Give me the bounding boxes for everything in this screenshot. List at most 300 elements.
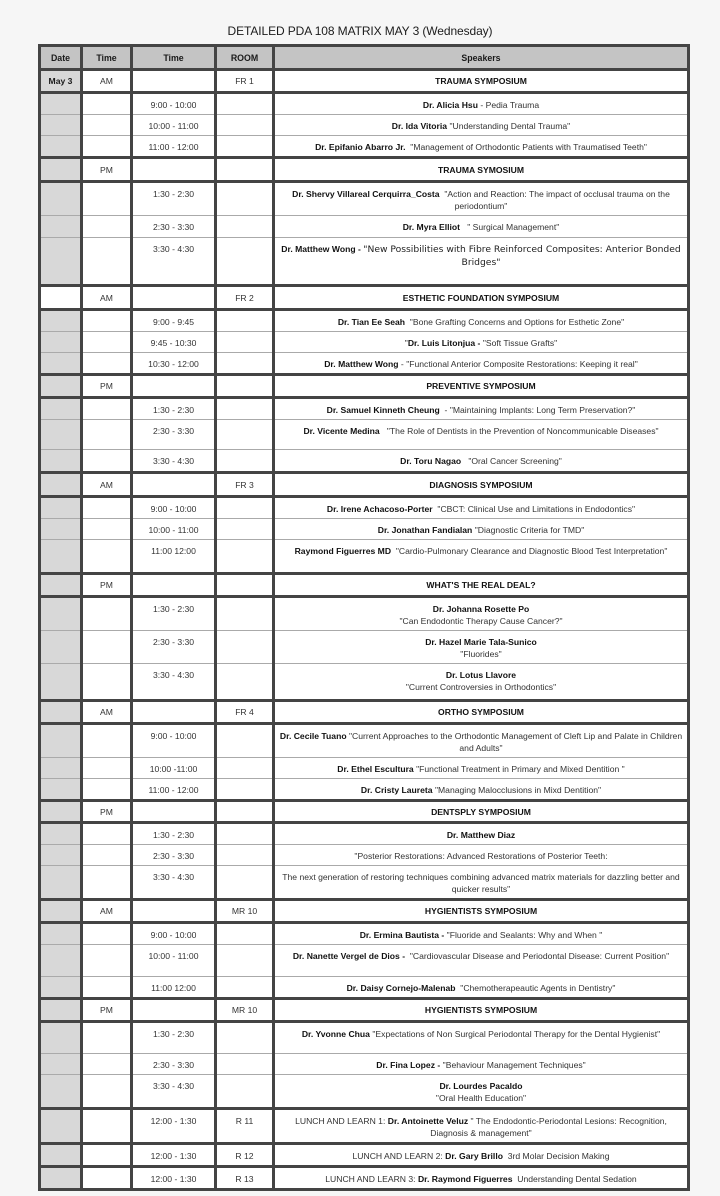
time-cell: 9:00 - 10:00 bbox=[132, 497, 216, 519]
talk-topic: "Current Controversies in Orthodontics" bbox=[405, 682, 557, 692]
room-cell bbox=[216, 758, 274, 779]
period-cell: AM bbox=[82, 701, 132, 724]
room-cell bbox=[216, 353, 274, 375]
session-row bbox=[40, 1022, 689, 1054]
time-cell: 3:30 - 4:30 bbox=[132, 1075, 216, 1109]
symposium-title: WHAT'S THE REAL DEAL? bbox=[274, 574, 689, 597]
speaker-cell bbox=[274, 216, 689, 238]
date-cell bbox=[40, 1054, 82, 1075]
speaker-cell bbox=[274, 353, 689, 375]
symposium-title: DENTSPLY SYMPOSIUM bbox=[274, 801, 689, 823]
session-row bbox=[40, 779, 689, 801]
period-cell bbox=[82, 93, 132, 115]
period-cell: PM bbox=[82, 158, 132, 182]
time-cell bbox=[132, 473, 216, 497]
period-cell: PM bbox=[82, 574, 132, 597]
talk-topic: "CBCT: Clinical Use and Limitations in Endodontics" bbox=[437, 504, 636, 514]
time-cell bbox=[132, 999, 216, 1022]
speaker-cell bbox=[274, 540, 689, 574]
time-cell bbox=[132, 375, 216, 398]
time-cell: 11:00 - 12:00 bbox=[132, 136, 216, 158]
date-cell bbox=[40, 158, 82, 182]
period-cell bbox=[82, 353, 132, 375]
room-cell bbox=[216, 597, 274, 631]
session-row bbox=[40, 845, 689, 866]
date-cell bbox=[40, 977, 82, 999]
time-cell: 11:00 - 12:00 bbox=[132, 779, 216, 801]
speaker-cell bbox=[274, 398, 689, 420]
time-cell: 10:00 - 11:00 bbox=[132, 945, 216, 977]
speaker-name: Dr. Cecile Tuano bbox=[279, 731, 347, 741]
talk-topic: "Oral Cancer Screening" bbox=[468, 456, 562, 466]
session-row bbox=[40, 1054, 689, 1075]
talk-topic: " Surgical Management" bbox=[467, 222, 560, 232]
session-row bbox=[40, 758, 689, 779]
period-cell bbox=[82, 310, 132, 332]
time-cell bbox=[132, 801, 216, 823]
room-cell bbox=[216, 158, 274, 182]
date-cell bbox=[40, 497, 82, 519]
session-row bbox=[40, 398, 689, 420]
symposium-title: DIAGNOSIS SYMPOSIUM bbox=[274, 473, 689, 497]
period-cell bbox=[82, 1054, 132, 1075]
period-cell bbox=[82, 497, 132, 519]
talk-topic: "Functional Treatment in Primary and Mixed Dentition " bbox=[416, 764, 625, 774]
date-cell bbox=[40, 923, 82, 945]
speaker-name: Dr. Irene Achacoso-Porter bbox=[326, 504, 433, 514]
speaker-cell bbox=[274, 823, 689, 845]
period-cell bbox=[82, 332, 132, 353]
speaker-name: Dr. Matthew Diaz bbox=[446, 830, 516, 840]
speaker-cell bbox=[274, 664, 689, 701]
session-row bbox=[40, 450, 689, 473]
speaker-name: Dr. Gary Brillo bbox=[445, 1151, 503, 1161]
period-cell bbox=[82, 540, 132, 574]
room-cell: FR 3 bbox=[216, 473, 274, 497]
period-cell bbox=[82, 631, 132, 664]
date-cell bbox=[40, 574, 82, 597]
room-cell bbox=[216, 845, 274, 866]
speaker-cell bbox=[274, 182, 689, 216]
room-cell bbox=[216, 375, 274, 398]
time-cell bbox=[132, 70, 216, 93]
speaker-name: Dr. Tian Ee Seah bbox=[337, 317, 406, 327]
session-row bbox=[40, 182, 689, 216]
time-cell bbox=[132, 900, 216, 923]
date-cell bbox=[40, 1144, 82, 1167]
time-cell: 1:30 - 2:30 bbox=[132, 1022, 216, 1054]
speaker-cell bbox=[274, 1022, 689, 1054]
room-cell bbox=[216, 574, 274, 597]
quote-prefix: " bbox=[404, 338, 408, 348]
session-row bbox=[40, 310, 689, 332]
room-cell bbox=[216, 866, 274, 900]
room-cell bbox=[216, 540, 274, 574]
period-cell bbox=[82, 420, 132, 450]
date-cell bbox=[40, 398, 82, 420]
period-cell bbox=[82, 1022, 132, 1054]
talk-topic: "Action and Reaction: The impact of occlusal trauma on the periodontium" bbox=[444, 189, 670, 211]
date-label: May 3 bbox=[48, 76, 73, 86]
time-cell bbox=[132, 574, 216, 597]
speaker-cell bbox=[274, 724, 689, 758]
period-cell bbox=[82, 238, 132, 286]
lunch-speaker-cell bbox=[274, 1144, 689, 1167]
speaker-cell bbox=[274, 136, 689, 158]
period-cell bbox=[82, 1167, 132, 1190]
date-cell bbox=[40, 310, 82, 332]
talk-topic: " The Endodontic-Periodontal Lesions: Recognition, Diagnosis & management" bbox=[430, 1116, 670, 1138]
session-row bbox=[40, 866, 689, 900]
session-row bbox=[40, 540, 689, 574]
section-row bbox=[40, 70, 689, 93]
room-cell bbox=[216, 1022, 274, 1054]
talk-topic: "Understanding Dental Trauma" bbox=[449, 121, 571, 131]
section-row bbox=[40, 158, 689, 182]
speaker-name: Dr. Nanette Vergel de Dios - bbox=[292, 951, 406, 961]
talk-topic: "Chemotherapeautic Agents in Dentistry" bbox=[460, 983, 616, 993]
time-cell: 2:30 - 3:30 bbox=[132, 631, 216, 664]
room-cell bbox=[216, 664, 274, 701]
period-cell bbox=[82, 823, 132, 845]
symposium-title: PREVENTIVE SYMPOSIUM bbox=[274, 375, 689, 398]
time-cell: 9:45 - 10:30 bbox=[132, 332, 216, 353]
date-cell bbox=[40, 631, 82, 664]
room-cell bbox=[216, 631, 274, 664]
period-cell bbox=[82, 519, 132, 540]
room-cell bbox=[216, 724, 274, 758]
date-cell bbox=[40, 779, 82, 801]
room-cell: R 11 bbox=[216, 1109, 274, 1144]
session-row bbox=[40, 238, 689, 286]
symposium-title: HYGIENTISTS SYMPOSIUM bbox=[274, 900, 689, 923]
header-room: ROOM bbox=[216, 46, 274, 70]
talk-topic: "New Possibilities with Fibre Reinforced Composites: Anterior Bonded Bridges" bbox=[363, 244, 681, 268]
section-row bbox=[40, 375, 689, 398]
room-cell bbox=[216, 398, 274, 420]
date-cell bbox=[40, 353, 82, 375]
header-time: Time bbox=[132, 46, 216, 70]
date-cell bbox=[40, 1022, 82, 1054]
symposium-title: ESTHETIC FOUNDATION SYMPOSIUM bbox=[274, 286, 689, 310]
speaker-cell bbox=[274, 845, 689, 866]
talk-topic: "Functional Anterior Composite Restorations: Keeping it real" bbox=[406, 359, 638, 369]
time-cell: 9:00 - 10:00 bbox=[132, 93, 216, 115]
symposium-title: HYGIENTISTS SYMPOSIUM bbox=[274, 999, 689, 1022]
date-cell bbox=[40, 1167, 82, 1190]
date-cell bbox=[40, 801, 82, 823]
time-cell: 2:30 - 3:30 bbox=[132, 1054, 216, 1075]
section-row bbox=[40, 999, 689, 1022]
header-row bbox=[40, 46, 689, 70]
separator: - bbox=[477, 100, 486, 110]
date-cell bbox=[40, 597, 82, 631]
room-cell bbox=[216, 923, 274, 945]
date-cell bbox=[40, 1075, 82, 1109]
talk-topic: "Maintaining Implants: Long Term Preservation?" bbox=[449, 405, 636, 415]
schedule-body bbox=[40, 70, 689, 1190]
period-cell bbox=[82, 845, 132, 866]
period-cell bbox=[82, 923, 132, 945]
talk-topic: "Cardio-Pulmonary Clearance and Diagnostic Blood Test Interpretation" bbox=[395, 546, 668, 556]
time-cell: 10:00 - 11:00 bbox=[132, 115, 216, 136]
time-cell: 11:00 12:00 bbox=[132, 977, 216, 999]
section-row bbox=[40, 473, 689, 497]
talk-topic: "The Role of Dentists in the Prevention of Noncommunicable Diseases" bbox=[386, 426, 659, 436]
talk-topic: "Expectations of Non Surgical Periodontal Therapy for the Dental Hygienist" bbox=[372, 1029, 661, 1039]
period-cell bbox=[82, 450, 132, 473]
period-cell bbox=[82, 216, 132, 238]
speaker-name: Dr. Ida Vitoria bbox=[391, 121, 448, 131]
section-row bbox=[40, 286, 689, 310]
time-cell: 1:30 - 2:30 bbox=[132, 597, 216, 631]
lunch-label: LUNCH AND LEARN 1: bbox=[295, 1116, 388, 1126]
date-cell bbox=[40, 1109, 82, 1144]
date-cell bbox=[40, 519, 82, 540]
date-cell bbox=[40, 758, 82, 779]
room-cell bbox=[216, 93, 274, 115]
schedule-table bbox=[38, 44, 690, 1191]
period-cell bbox=[82, 945, 132, 977]
lunch-row bbox=[40, 1167, 689, 1190]
date-cell bbox=[40, 724, 82, 758]
date-cell bbox=[40, 845, 82, 866]
speaker-cell bbox=[274, 977, 689, 999]
date-cell bbox=[40, 473, 82, 497]
period-cell bbox=[82, 977, 132, 999]
time-cell: 1:30 - 2:30 bbox=[132, 398, 216, 420]
session-row bbox=[40, 945, 689, 977]
room-cell bbox=[216, 310, 274, 332]
room-cell bbox=[216, 519, 274, 540]
time-cell: 10:00 -11:00 bbox=[132, 758, 216, 779]
time-cell: 1:30 - 2:30 bbox=[132, 823, 216, 845]
speaker-name: Dr. Lourdes Pacaldo bbox=[439, 1081, 523, 1091]
speaker-name: Dr. Antoinette Veluz bbox=[387, 1116, 469, 1126]
period-cell: AM bbox=[82, 473, 132, 497]
time-cell: 10:00 - 11:00 bbox=[132, 519, 216, 540]
lunch-speaker-cell bbox=[274, 1109, 689, 1144]
room-cell: FR 2 bbox=[216, 286, 274, 310]
symposium-title: ORTHO SYMPOSIUM bbox=[274, 701, 689, 724]
speaker-name: Dr. Matthew Wong bbox=[324, 359, 399, 369]
speaker-cell bbox=[274, 923, 689, 945]
date-cell bbox=[40, 238, 82, 286]
date-cell bbox=[40, 182, 82, 216]
date-cell bbox=[40, 420, 82, 450]
period-cell bbox=[82, 597, 132, 631]
room-cell bbox=[216, 136, 274, 158]
date-cell bbox=[40, 375, 82, 398]
talk-topic: "Managing Malocclusions in Mixd Dentition" bbox=[434, 785, 602, 795]
speaker-cell bbox=[274, 332, 689, 353]
period-cell bbox=[82, 182, 132, 216]
room-cell bbox=[216, 332, 274, 353]
speaker-name: Dr. Fina Lopez - bbox=[376, 1060, 441, 1070]
session-row bbox=[40, 823, 689, 845]
date-cell bbox=[40, 701, 82, 724]
room-cell bbox=[216, 216, 274, 238]
room-cell bbox=[216, 1075, 274, 1109]
symposium-title: TRAUMA SYMOSIUM bbox=[274, 158, 689, 182]
section-row bbox=[40, 801, 689, 823]
room-cell: R 12 bbox=[216, 1144, 274, 1167]
room-cell: R 13 bbox=[216, 1167, 274, 1190]
time-cell: 3:30 - 4:30 bbox=[132, 866, 216, 900]
speaker-cell bbox=[274, 238, 689, 286]
talk-topic: The next generation of restoring techniques combining advanced matrix materials for dazzling better and quicker results" bbox=[282, 872, 680, 894]
speaker-cell bbox=[274, 1054, 689, 1075]
period-cell: PM bbox=[82, 999, 132, 1022]
talk-topic: Understanding Dental Sedation bbox=[512, 1174, 637, 1184]
session-row bbox=[40, 1075, 689, 1109]
room-cell bbox=[216, 977, 274, 999]
room-cell bbox=[216, 801, 274, 823]
time-cell: 11:00 12:00 bbox=[132, 540, 216, 574]
speaker-cell bbox=[274, 866, 689, 900]
period-cell: AM bbox=[82, 70, 132, 93]
period-cell: AM bbox=[82, 900, 132, 923]
period-cell bbox=[82, 398, 132, 420]
time-cell: 10:30 - 12:00 bbox=[132, 353, 216, 375]
date-cell bbox=[40, 540, 82, 574]
talk-topic: "Soft Tissue Grafts" bbox=[482, 338, 558, 348]
talk-topic: "Cardiovascular Disease and Periodontal Disease: Current Position" bbox=[409, 951, 670, 961]
period-cell bbox=[82, 724, 132, 758]
speaker-name: Dr. Shervy Villareal Cerquirra_Costa bbox=[292, 189, 440, 199]
talk-topic: "Behaviour Management Techniques" bbox=[442, 1060, 586, 1070]
room-cell bbox=[216, 450, 274, 473]
session-row bbox=[40, 631, 689, 664]
speaker-name: Dr. Raymond Figuerres bbox=[417, 1174, 513, 1184]
speaker-name: Dr. Vicente Medina bbox=[303, 426, 380, 436]
room-cell: MR 10 bbox=[216, 900, 274, 923]
session-row bbox=[40, 497, 689, 519]
speaker-cell bbox=[274, 1075, 689, 1109]
period-cell: PM bbox=[82, 375, 132, 398]
room-cell bbox=[216, 823, 274, 845]
section-row bbox=[40, 701, 689, 724]
session-row bbox=[40, 332, 689, 353]
time-cell: 3:30 - 4:30 bbox=[132, 450, 216, 473]
talk-topic: 3rd Molar Decision Making bbox=[502, 1151, 610, 1161]
separator: - bbox=[439, 405, 450, 415]
speaker-cell bbox=[274, 758, 689, 779]
time-cell: 2:30 - 3:30 bbox=[132, 420, 216, 450]
session-row bbox=[40, 977, 689, 999]
speaker-cell bbox=[274, 779, 689, 801]
session-row bbox=[40, 420, 689, 450]
lunch-row bbox=[40, 1109, 689, 1144]
speaker-cell bbox=[274, 93, 689, 115]
date-cell bbox=[40, 999, 82, 1022]
speaker-name: Dr. Hazel Marie Tala-Sunico bbox=[425, 637, 537, 647]
room-cell bbox=[216, 238, 274, 286]
time-cell: 2:30 - 3:30 bbox=[132, 845, 216, 866]
time-cell bbox=[132, 701, 216, 724]
time-cell: 12:00 - 1:30 bbox=[132, 1144, 216, 1167]
speaker-name: Dr. Jonathan Fandialan bbox=[377, 525, 473, 535]
speaker-name: Dr. Ermina Bautista - bbox=[359, 930, 445, 940]
date-cell bbox=[40, 216, 82, 238]
header-speakers: Speakers bbox=[274, 46, 689, 70]
date-cell bbox=[40, 70, 82, 93]
speaker-name: Dr. Ethel Escultura bbox=[337, 764, 414, 774]
talk-topic: "Current Approaches to the Orthodontic Management of Cleft Lip and Palate in Children and Adults" bbox=[348, 731, 683, 753]
speaker-cell bbox=[274, 631, 689, 664]
speaker-name: Dr. Lotus Llavore bbox=[445, 670, 517, 680]
speaker-name: Raymond Figuerres MD bbox=[294, 546, 392, 556]
session-row bbox=[40, 216, 689, 238]
date-cell bbox=[40, 823, 82, 845]
talk-topic: "Can Endodontic Therapy Cause Cancer?" bbox=[399, 616, 563, 626]
speaker-name: Dr. Yvonne Chua bbox=[301, 1029, 370, 1039]
room-cell: FR 4 bbox=[216, 701, 274, 724]
period-cell: PM bbox=[82, 801, 132, 823]
session-row bbox=[40, 597, 689, 631]
time-cell: 12:00 - 1:30 bbox=[132, 1109, 216, 1144]
speaker-name: Dr. Myra Elliot bbox=[402, 222, 461, 232]
session-row bbox=[40, 136, 689, 158]
period-cell bbox=[82, 1144, 132, 1167]
time-cell: 1:30 - 2:30 bbox=[132, 182, 216, 216]
time-cell bbox=[132, 158, 216, 182]
date-cell bbox=[40, 115, 82, 136]
time-cell: 12:00 - 1:30 bbox=[132, 1167, 216, 1190]
speaker-name: Dr. Daisy Cornejo-Malenab bbox=[346, 983, 456, 993]
room-cell bbox=[216, 420, 274, 450]
speaker-cell bbox=[274, 310, 689, 332]
period-cell bbox=[82, 664, 132, 701]
header-period: Time bbox=[82, 46, 132, 70]
date-cell bbox=[40, 136, 82, 158]
date-cell bbox=[40, 450, 82, 473]
time-cell: 2:30 - 3:30 bbox=[132, 216, 216, 238]
room-cell bbox=[216, 945, 274, 977]
period-cell bbox=[82, 758, 132, 779]
speaker-cell bbox=[274, 519, 689, 540]
time-cell: 3:30 - 4:30 bbox=[132, 238, 216, 286]
date-cell bbox=[40, 664, 82, 701]
speaker-name: Dr. Matthew Wong - bbox=[281, 244, 361, 254]
session-row bbox=[40, 519, 689, 540]
talk-topic: "Diagnostic Criteria for TMD" bbox=[474, 525, 585, 535]
talk-topic: "Bone Grafting Concerns and Options for Esthetic Zone" bbox=[409, 317, 625, 327]
separator bbox=[380, 426, 387, 436]
room-cell bbox=[216, 497, 274, 519]
section-row bbox=[40, 574, 689, 597]
time-cell: 3:30 - 4:30 bbox=[132, 664, 216, 701]
room-cell bbox=[216, 1054, 274, 1075]
period-cell bbox=[82, 136, 132, 158]
speaker-name: Dr. Luis Litonjua - bbox=[407, 338, 481, 348]
speaker-cell bbox=[274, 115, 689, 136]
talk-topic: "Fluorides" bbox=[460, 649, 502, 659]
talk-topic: "Posterior Restorations: Advanced Restorations of Posterior Teeth: bbox=[354, 851, 608, 861]
speaker-cell bbox=[274, 945, 689, 977]
speaker-name: Dr. Samuel Kinneth Cheung bbox=[326, 405, 440, 415]
date-cell bbox=[40, 900, 82, 923]
session-row bbox=[40, 353, 689, 375]
time-cell bbox=[132, 286, 216, 310]
room-cell bbox=[216, 779, 274, 801]
speaker-name: Dr. Epifanio Abarro Jr. bbox=[315, 142, 406, 152]
talk-topic: "Oral Health Education" bbox=[435, 1093, 527, 1103]
period-cell bbox=[82, 779, 132, 801]
session-row bbox=[40, 93, 689, 115]
talk-topic: "Management of Orthodontic Patients with Traumatised Teeth" bbox=[410, 142, 647, 152]
lunch-speaker-cell bbox=[274, 1167, 689, 1190]
